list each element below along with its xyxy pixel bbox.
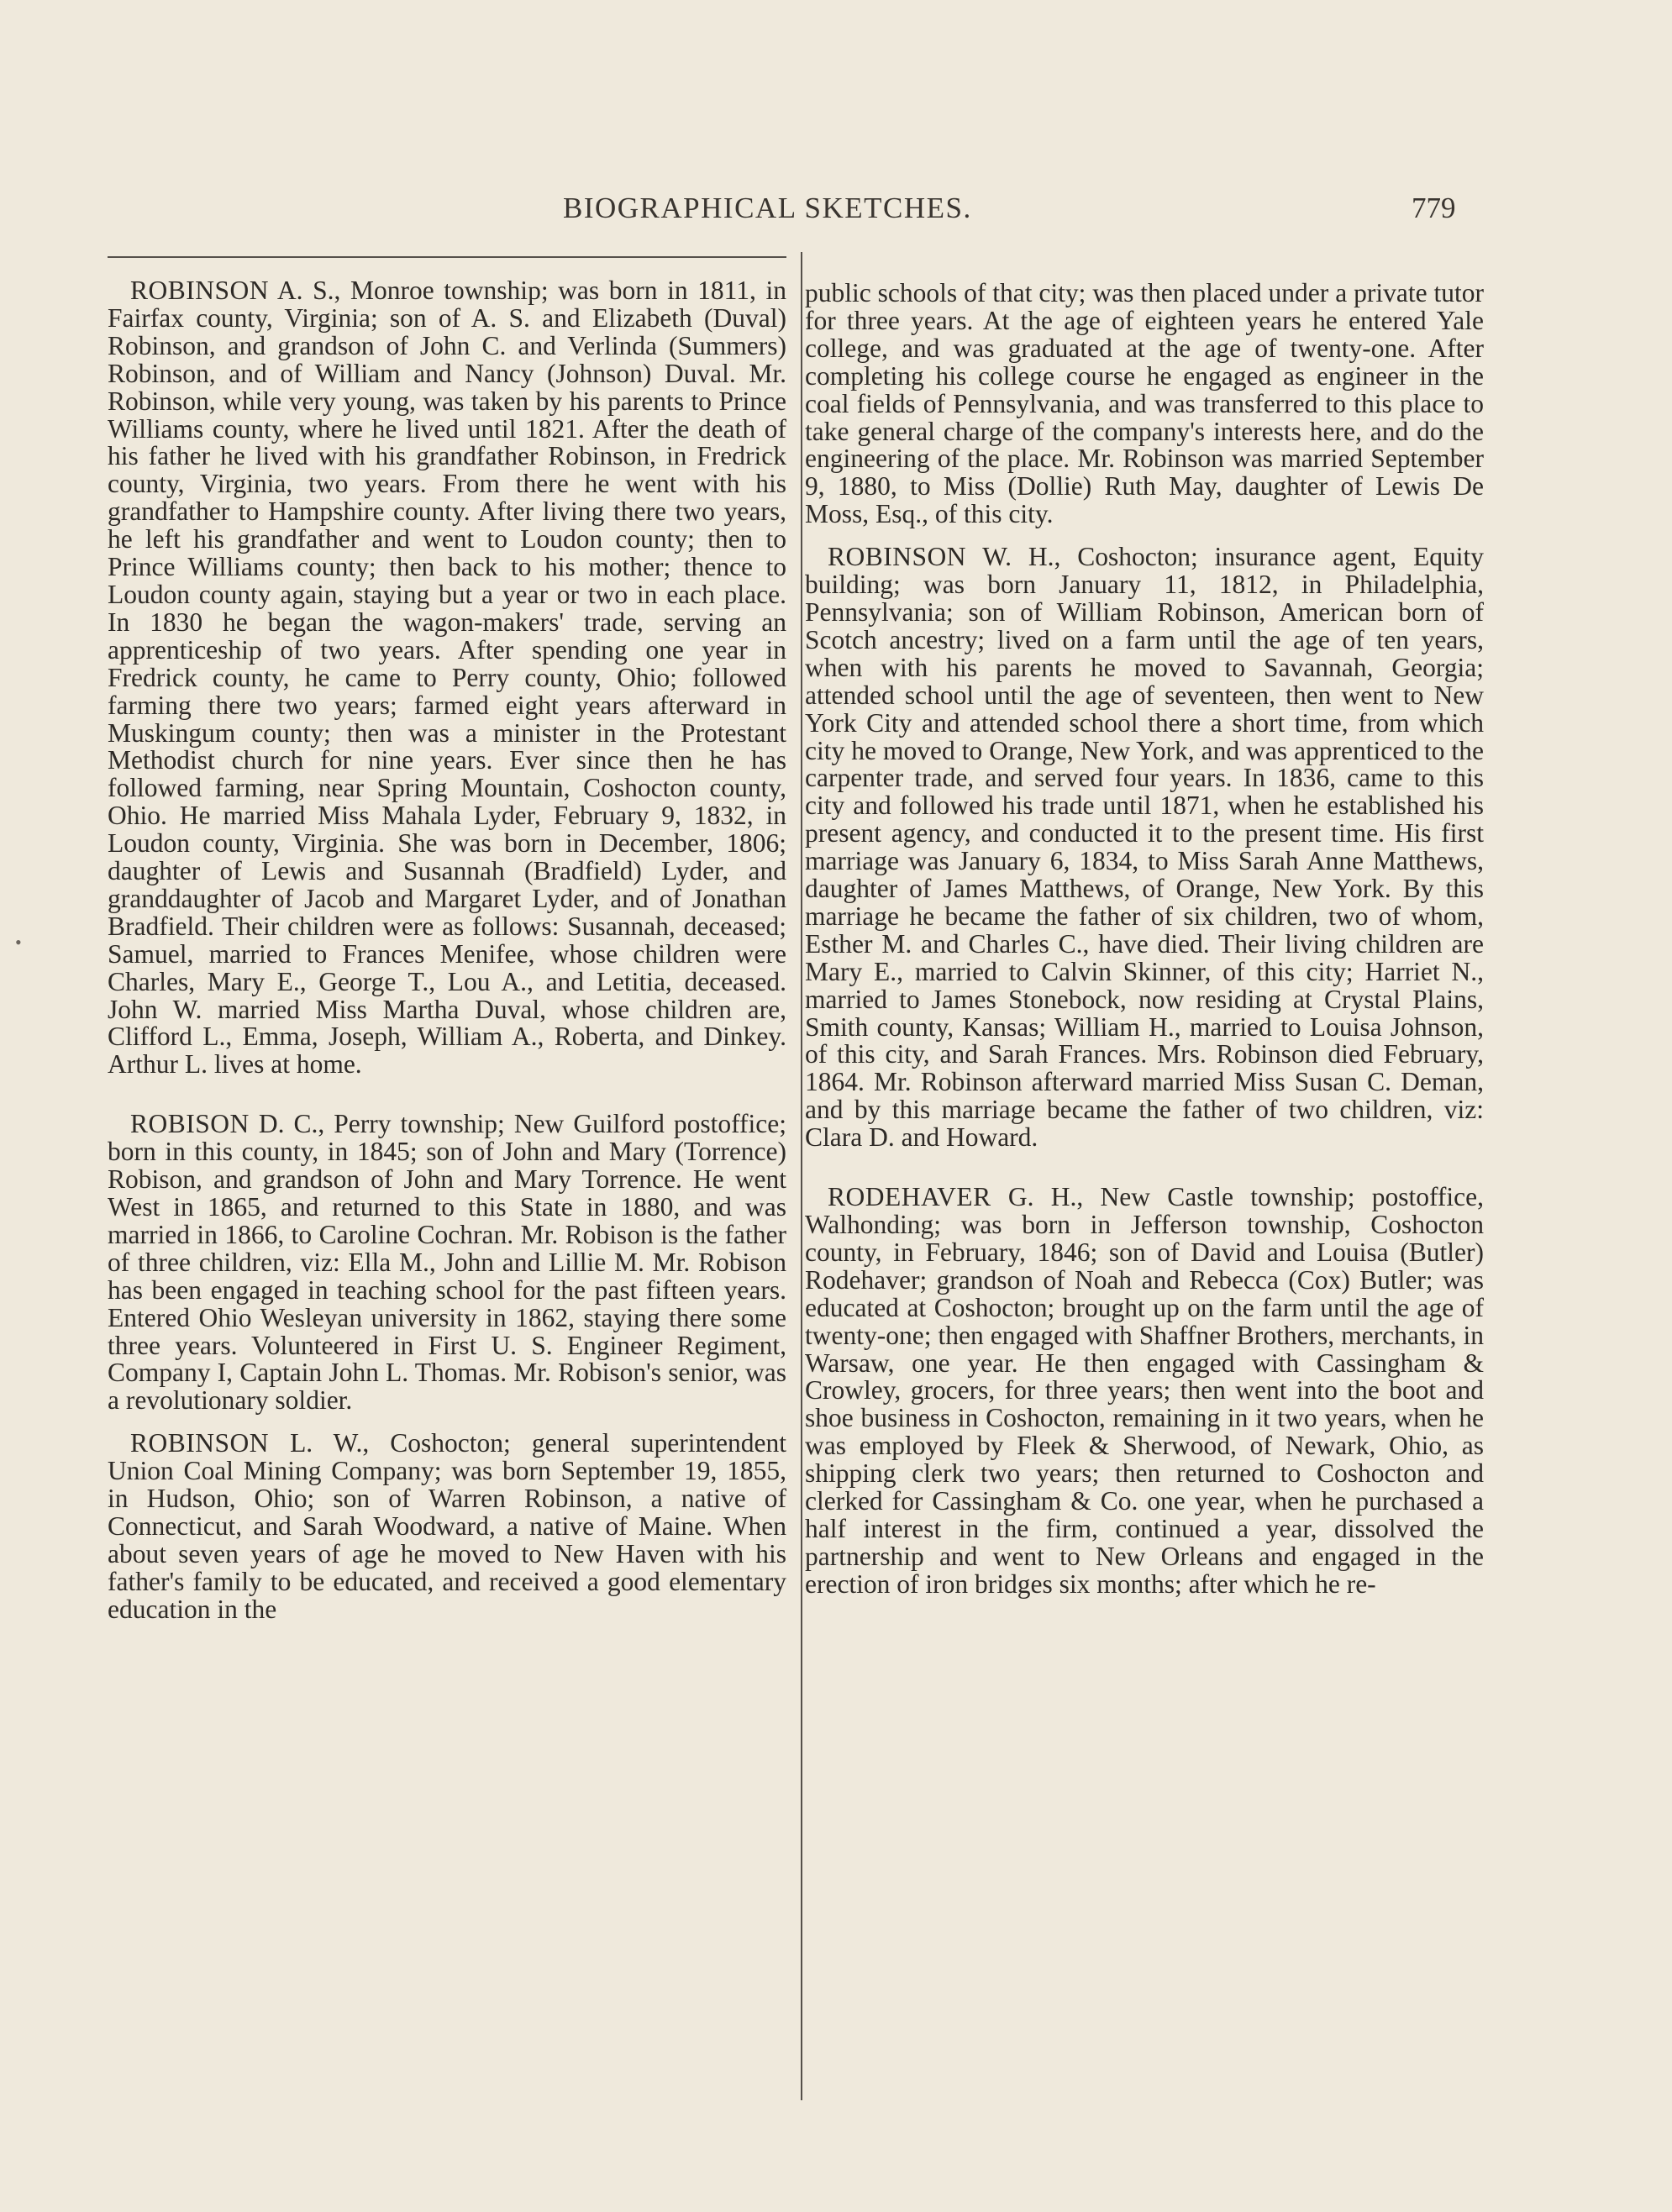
entry-robinson-a-s bbox=[108, 277, 786, 1079]
entry-text: G. H., New Castle township; postoffice, Walhonding; was born in Jefferson township, Coshocton county, in February, 1846; son of David and Louisa (Butler) Rodehaver; grandson of Noah and Rebecca (Cox) Butler; was educated at Coshocton; brought up on the farm until the age of twenty-one; then engaged with Shaffner Brothers, merchants, in Warsaw, one year. He then engaged with Cassingham & Crowley, grocers, for three years; then went into the boot and shoe business in Coshocton, remaining in it two years, when he was employed by Fleek & Sherwood, of Newark, Ohio, as shipping clerk two years; then returned to Coshocton and clerked for Cassingham & Co. one year, when he purchased a half interest in the firm, continued a year, dissolved the partnership and went to New Orleans and engaged in the erection of iron bridges six months; after which he re- bbox=[805, 1182, 1484, 1599]
entry-text: D. C., Perry township; New Guilford postoffice; born in this county, in 1845; son of John and Mary (Torrence) Robison, and grandson of John and Mary Torrence. He went West in 1865, and returned to this State in 1880, and was married in 1866, to Caroline Cochran. Mr. Robison is the father of three children, viz: Ella M., John and Lillie M. Mr. Robison has been engaged in teaching school for the past fifteen years. Entered Ohio Wesleyan university in 1862, staying there some three years. Volunteered in First U. S. Engineer Regiment, Company I, Captain John L. Thomas. Mr. Robison's senior, was a revolutionary soldier. bbox=[108, 1109, 786, 1416]
entry-robinson-l-w-continued bbox=[805, 280, 1484, 528]
entry-text: public schools of that city; was then placed under a private tutor for three years. At the age of eighteen years he entered Yale college, and was graduated at the age of twenty-one. After completing his college course he engaged as engineer in the coal fields of Pennsylvania, and was transferred to this place to take general charge of the company's interests here, and do the engineering of the place. Mr. Robinson was married September 9, 1880, to Miss (Dollie) Ruth May, daughter of Lewis De Moss, Esq., of this city. bbox=[805, 278, 1484, 529]
entry-surname: ROBINSON bbox=[130, 1428, 270, 1458]
header-rule bbox=[108, 256, 786, 258]
page-number: 779 bbox=[1412, 192, 1456, 224]
entry-text: A. S., Monroe township; was born in 1811, in Fairfax county, Virginia; son of A. S. and Elizabeth (Duval) Robinson, and grandson of John C. and Verlinda (Summers) Robinson, and of William and Nancy (Johnson) Duval. Mr. Robinson, while very young, was taken by his parents to Prince Williams county, where he lived until 1821. After the death of his father he lived with his grandfather Robinson, in Fredrick county, Virginia, two years. From there he went with his grandfather to Hampshire county. After living there two years, he left his grandfather and went to Loudon county; then to Prince Williams county; then back to his mother; thence to Loudon county again, staying but a year or two in each place. In 1830 he began the wagon-makers' trade, serving an apprenticeship of two years. After spending one year in Fredrick county, he came to Perry county, Ohio; followed farming there two years; farmed eight years afterward in Muskingum county; then was a minister in the Protestant Methodist church for nine years. Ever since then he has followed farming, near Spring Mountain, Coshocton county, Ohio. He married Miss Mahala Lyder, February 9, 1832, in Loudon county, Virginia. She was born in December, 1806; daughter of Lewis and Susannah (Bradfield) Lyder, and granddaughter of Jacob and Margaret Lyder, and of Jonathan Bradfield. Their children were as follows: Susannah, deceased; Samuel, married to Frances Menifee, whose children were Charles, Mary E., George T., Lou A., and Letitia, deceased. John W. married Miss Martha Duval, whose children are, Clifford L., Emma, Joseph, William A., Roberta, and Dinkey. Arthur L. lives at home. bbox=[108, 276, 786, 1080]
entry-surname: RODEHAVER bbox=[828, 1182, 991, 1212]
entry-robinson-l-w bbox=[108, 1430, 786, 1623]
entry-surname: ROBISON bbox=[130, 1109, 250, 1139]
column-divider bbox=[801, 252, 802, 2100]
entry-robinson-w-h bbox=[805, 544, 1484, 1152]
entry-text: W. H., Coshocton; insurance agent, Equity building; was born January 11, 1812, in Philadelphia, Pennsylvania; son of William Robinson, American born of Scotch ancestry; lived on a farm until the age of ten years, when with his parents he moved to Savannah, Georgia; attended school until the age of seventeen, then went to New York City and attended school there a short time, from which city he moved to Orange, New York, and was apprenticed to the carpenter trade, and served four years. In 1836, came to this city and followed his trade until 1871, when he established his present agency, and conducted it to the present time. His first marriage was January 6, 1834, to Miss Sarah Anne Matthews, daughter of James Matthews, of Orange, New York. By this marriage he became the father of six children, two of whom, Esther M. and Charles C., have died. Their living children are Mary E., married to Calvin Skinner, of this city; Harriet N., married to James Stonebock, now residing at Crystal Plains, Smith county, Kansas; William H., married to Louisa Johnson, of this city, and Sarah Frances. Mrs. Robinson died February, 1864. Mr. Robinson afterward married Miss Susan C. Deman, and by this marriage became the father of two children, viz: Clara D. and Howard. bbox=[805, 542, 1484, 1153]
entry-robison-d-c bbox=[108, 1111, 786, 1415]
running-title: BIOGRAPHICAL SKETCHES. bbox=[563, 192, 972, 224]
entry-surname: ROBINSON bbox=[828, 542, 967, 572]
right-column bbox=[805, 280, 1484, 1599]
left-column bbox=[108, 277, 786, 1624]
margin-mark: • bbox=[15, 932, 22, 953]
entry-surname: ROBINSON bbox=[130, 276, 270, 305]
entry-rodehaver-g-h bbox=[805, 1184, 1484, 1599]
entry-text: L. W., Coshocton; general superintendent Union Coal Mining Company; was born September 19, 1855, in Hudson, Ohio; son of Warren Robinson, a native of Connecticut, and Sarah Woodward, a native of Maine. When about seven years of age he moved to New Haven with his father's family to be educated, and received a good elementary education in the bbox=[108, 1428, 786, 1624]
